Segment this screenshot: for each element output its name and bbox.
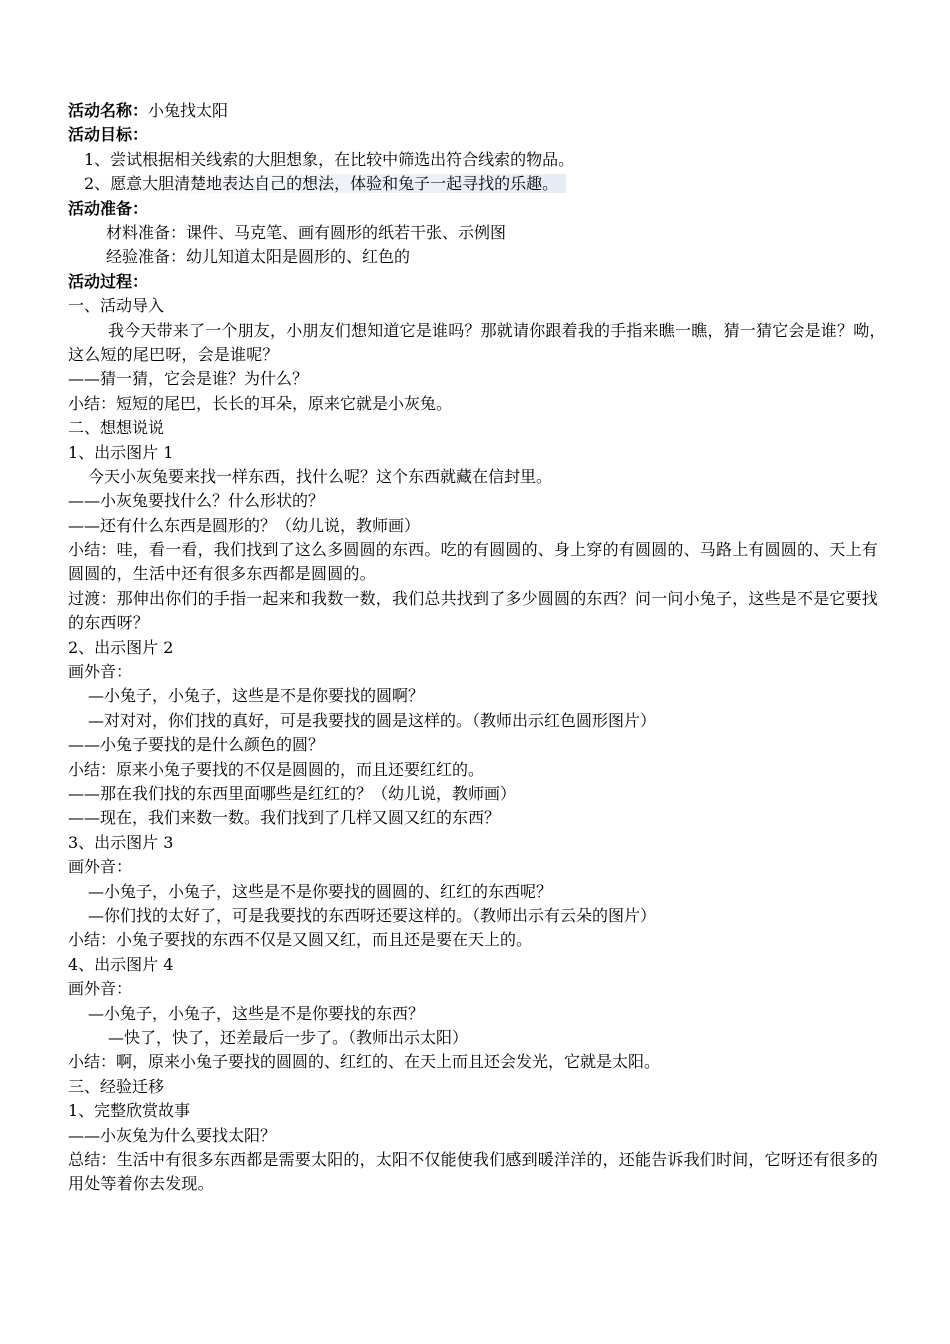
summary-line: 小结：小兔子要找的东西不仅是又圆又红，而且还是要在天上的。 — [68, 930, 533, 950]
dialogue-line: —小兔子，小兔子，这些是不是你要找的圆圆的、红红的东西呢？ — [88, 881, 553, 901]
activity-name-value: 小兔找太阳 — [148, 101, 229, 120]
section-title: 三、经验迁移 — [68, 1076, 165, 1096]
subsection-title: 3、出示图片 3 — [68, 832, 174, 852]
conclusion-paragraph: 总结：生活中有很多东西都是需要太阳的，太阳不仅能使我们感到暖洋洋的，还能告诉我们时间，它呀还有很多的用处等着你去发现。 — [68, 1149, 879, 1194]
section-title: 二、想想说说 — [68, 418, 165, 438]
transition-paragraph: 过渡：那伸出你们的手指一起来和我数一数，我们总共找到了多少圆圆的东西？问一问小兔子，这些是不是它要找的东西呀？ — [68, 588, 879, 633]
intro-paragraph — [68, 319, 888, 368]
question-line: ——那在我们找的东西里面哪些是红红的？（幼儿说，教师画） — [68, 784, 517, 804]
subsection-title: 1、出示图片 1 — [68, 442, 174, 462]
activity-process-heading: 活动过程： — [68, 271, 149, 291]
goal-item — [68, 172, 888, 196]
dialogue-line: —快了，快了，还差最后一步了。（教师出示太阳） — [108, 1027, 469, 1047]
summary-line: 小结：短短的尾巴，长长的耳朵，原来它就是小灰兔。 — [68, 393, 453, 413]
lesson-plan-document — [68, 99, 888, 1197]
prep-item-materials: 材料准备：课件、马克笔、画有圆形的纸若干张、示例图 — [106, 222, 507, 242]
prep-item-experience: 经验准备：幼儿知道太阳是圆形的、红色的 — [106, 247, 411, 267]
question-line: ——小兔子要找的是什么颜色的圆？ — [68, 735, 325, 755]
intro-paragraph-text: 我今天带来了一个朋友，小朋友们想知道它是谁吗？那就请你跟着我的手指来瞧一瞧，猜一猜它会是谁？呦，这么短的尾巴呀，会是谁呢？ — [68, 320, 886, 364]
dialogue-line: —你们找的太好了，可是我要找的东西呀还要这样的。（教师出示有云朵的图片） — [88, 905, 657, 925]
activity-prep-heading: 活动准备： — [68, 198, 149, 218]
subsection-title: 4、出示图片 4 — [68, 954, 174, 974]
summary-paragraph: 小结：哇，看一看，我们找到了这么多圆圆的东西。吃的有圆圆的、身上穿的有圆圆的、马路上有圆圆的、天上有圆圆的，生活中还有很多东西都是圆圆的。 — [68, 540, 879, 584]
voiceover-label: 画外音： — [68, 857, 133, 877]
activity-name-row — [68, 99, 888, 123]
dialogue-line: —对对对，你们找的真好，可是我要找的圆是这样的。（教师出示红色圆形图片） — [88, 710, 657, 730]
voiceover-label: 画外音： — [68, 979, 133, 999]
activity-goals-heading: 活动目标： — [68, 125, 149, 145]
question-line: ——小灰兔为什么要找太阳？ — [68, 1125, 277, 1145]
voiceover-label: 画外音： — [68, 662, 133, 682]
question-line: ——现在，我们来数一数。我们找到了几样又圆又红的东西？ — [68, 808, 501, 828]
question-line: ——小灰兔要找什么？什么形状的？ — [68, 491, 325, 511]
activity-name-label: 活动名称： — [68, 101, 149, 120]
summary-line: 小结：啊，原来小兔子要找的圆圆的、红红的、在天上而且还会发光，它就是太阳。 — [68, 1052, 661, 1072]
dialogue-line: —小兔子，小兔子，这些是不是你要找的圆啊？ — [88, 686, 425, 706]
goal-item: 1、尝试根据相关线索的大胆想象，在比较中筛选出符合线索的物品。 — [84, 149, 575, 169]
subsection-title: 1、完整欣赏故事 — [68, 1101, 191, 1121]
section-title: 一、活动导入 — [68, 296, 165, 316]
dialogue-line: —小兔子，小兔子，这些是不是你要找的东西？ — [88, 1003, 425, 1023]
question-line: ——猜一猜，它会是谁？为什么？ — [68, 369, 309, 389]
question-line: ——还有什么东西是圆形的？（幼儿说，教师画） — [68, 515, 421, 535]
subsection-title: 2、出示图片 2 — [68, 637, 174, 657]
summary-line: 小结：原来小兔子要找的不仅是圆圆的，而且还要红红的。 — [68, 759, 485, 779]
highlighted-goal-text: 2、愿意大胆清楚地表达自己的想法，体验和兔子一起寻找的乐趣。 — [84, 174, 566, 193]
intro-line: 今天小灰兔要来找一样东西，找什么呢？这个东西就藏在信封里。 — [88, 466, 553, 486]
